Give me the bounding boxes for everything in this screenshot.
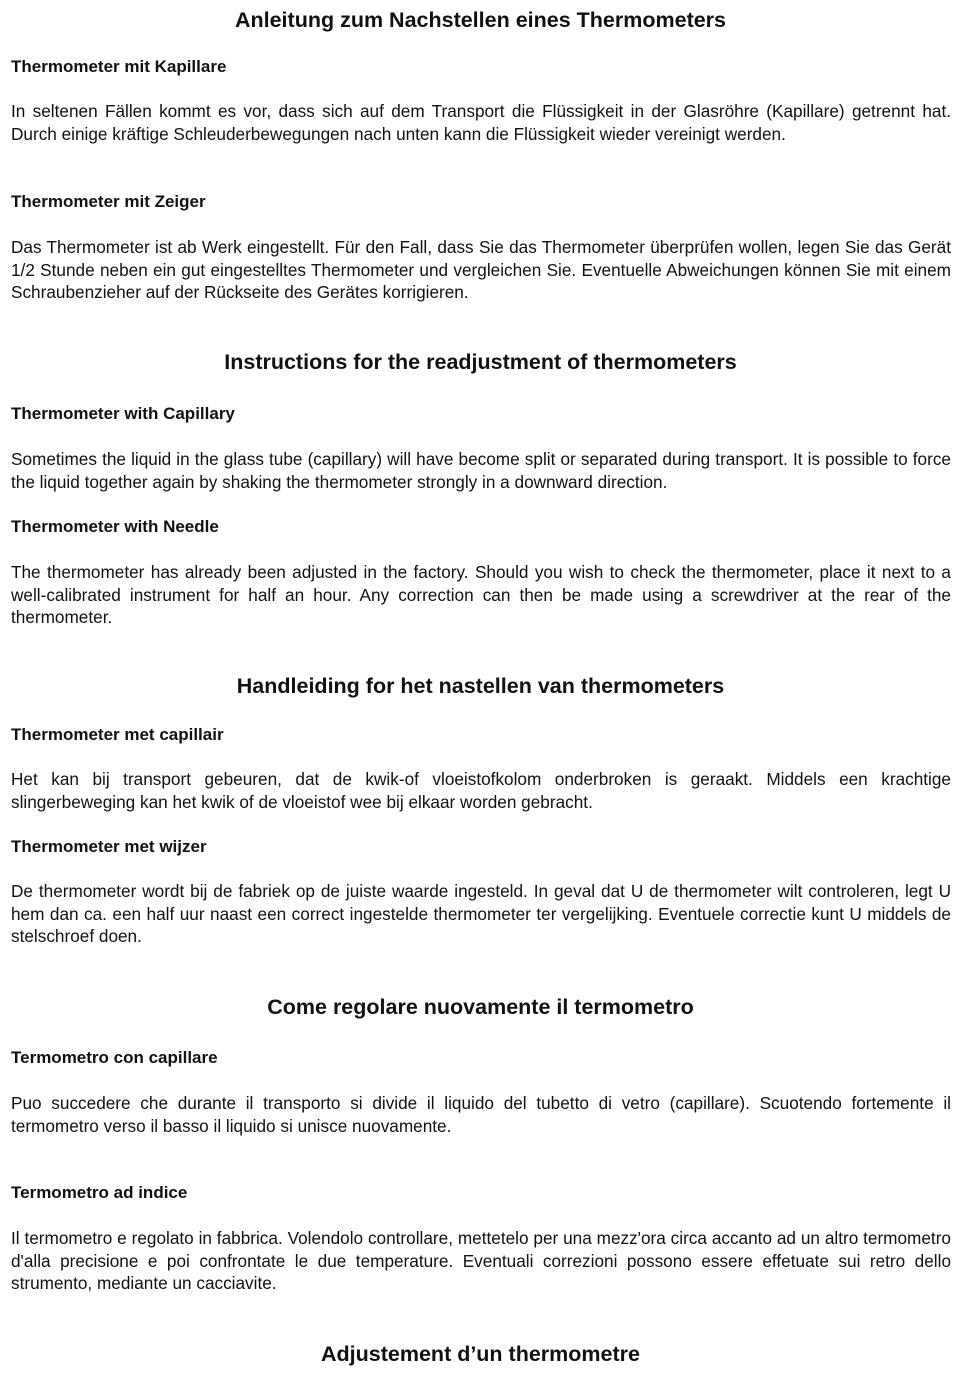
- section-title-english: Instructions for the readjustment of thermometers: [224, 350, 737, 374]
- paragraph-thermometer-met-wijzer: De thermometer wordt bij de fabriek op de juiste waarde ingesteld. In geval dat U de thermometer wilt controleren, legt U hem dan ca. een half uur naast een correct ingestelde thermometer ter vergelijking. Eventuele correctie kunt U middels de stelschroef doen.: [11, 881, 951, 946]
- section-title-italian: Come regolare nuovamente il termometro: [267, 995, 694, 1019]
- section-title-french: Adjustement d’un thermometre: [321, 1342, 640, 1366]
- paragraph-thermometer-mit-kapillare: In seltenen Fällen kommt es vor, dass sich auf dem Transport die Flüssigkeit in der Glasröhre (Kapillare) getrennt hat. Durch einige kräftige Schleuderbewegungen nach unten kann die Flüssigkeit wieder vereinigt werden.: [11, 101, 951, 144]
- heading-thermometer-met-capillair: Thermometer met capillair: [11, 725, 224, 744]
- paragraph-thermometer-with-needle: The thermometer has already been adjusted in the factory. Should you wish to check the thermometer, place it next to a well-calibrated instrument for half an hour. Any correction can then be made using a screwdriver at the rear of the thermometer.: [11, 562, 951, 627]
- heading-thermometer-with-needle: Thermometer with Needle: [11, 517, 219, 536]
- paragraph-termometro-con-capillare: Puo succedere che durante il transporto si divide il liquido del tubetto di vetro (capillare). Scuotendo fortemente il termometro verso il basso il liquido si unisce nuovamente.: [11, 1093, 951, 1136]
- heading-thermometer-with-capillary: Thermometer with Capillary: [11, 404, 235, 423]
- paragraph-thermometer-met-capillair: Het kan bij transport gebeuren, dat de kwik-of vloeistofkolom onderbroken is geraakt. Middels een krachtige slingerbeweging kan het kwik of de vloeistof wee bij elkaar worden gebracht.: [11, 769, 951, 812]
- heading-thermometer-mit-zeiger: Thermometer mit Zeiger: [11, 192, 206, 211]
- heading-termometro-ad-indice: Termometro ad indice: [11, 1183, 188, 1202]
- heading-thermometer-met-wijzer: Thermometer met wijzer: [11, 837, 207, 856]
- heading-termometro-con-capillare: Termometro con capillare: [11, 1048, 218, 1067]
- paragraph-thermometer-mit-zeiger: Das Thermometer ist ab Werk eingestellt. Für den Fall, dass Sie das Thermometer überprüfen wollen, legen Sie das Gerät 1/2 Stunde neben ein gut eingestelltes Thermometer und vergleichen Sie. Eventuelle Abweichungen können Sie mit einem Schraubenzieher auf der Rückseite des Gerätes korrigieren.: [11, 237, 951, 302]
- paragraph-termometro-ad-indice: Il termometro e regolato in fabbrica. Volendolo controllare, mettetelo per una mezz'ora circa accanto ad un altro termometro d'alla precisione e poi confrontate le due temperature. Eventuali correzioni possono essere effetuate sui retro dello strumento, mediante un cacciavite.: [11, 1228, 951, 1293]
- paragraph-thermometer-with-capillary: Sometimes the liquid in the glass tube (capillary) will have become split or separated during transport. It is possible to force the liquid together again by shaking the thermometer strongly in a downward direction.: [11, 449, 951, 492]
- heading-thermometer-mit-kapillare: Thermometer mit Kapillare: [11, 57, 227, 76]
- section-title-german: Anleitung zum Nachstellen eines Thermometers: [234, 8, 727, 32]
- section-title-dutch: Handleiding for het nastellen van thermometers: [236, 674, 725, 698]
